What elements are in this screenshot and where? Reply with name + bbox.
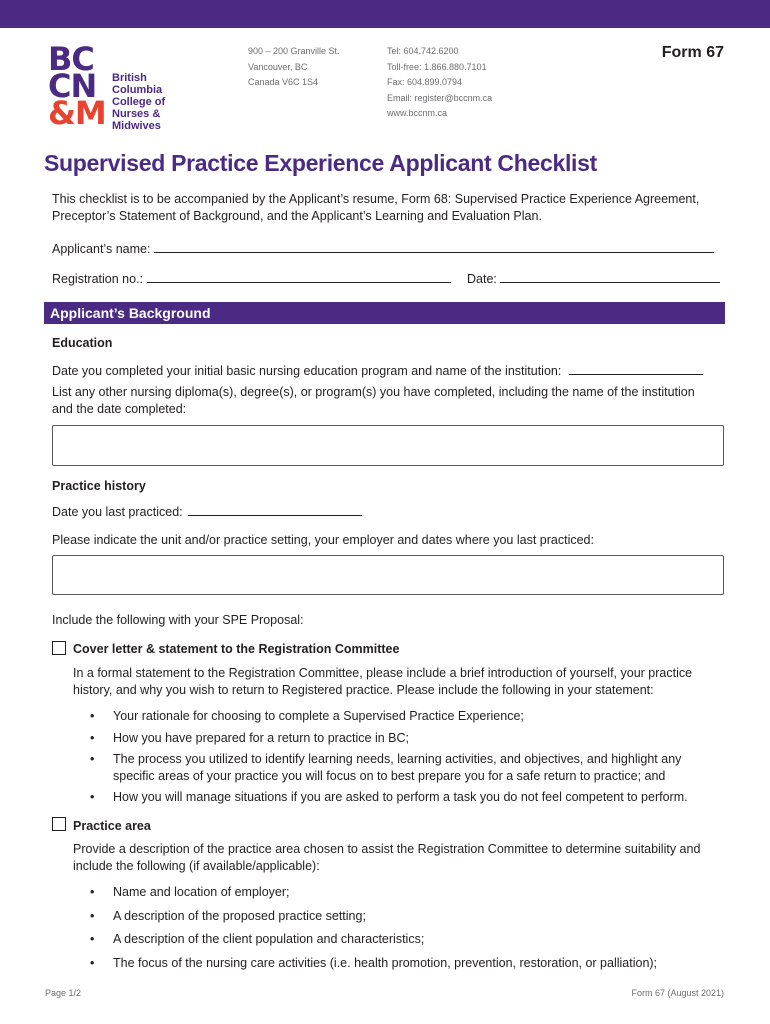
- page-title: Supervised Practice Experience Applicant Checklist: [44, 150, 597, 176]
- list-item: • Your rationale for choosing to complete a Supervised Practice Experience;: [90, 708, 710, 725]
- proposal-intro: Include the following with your SPE Proposal:: [52, 613, 304, 627]
- education-heading: Education: [52, 336, 113, 350]
- practice-area-label: Practice area: [73, 819, 151, 833]
- fax: Fax: 604.899.0794: [387, 77, 463, 87]
- section-header-background: Applicant’s Background: [44, 302, 725, 324]
- last-practiced-field[interactable]: [52, 503, 362, 519]
- page-number: Page 1/2: [45, 988, 82, 998]
- applicant-name-field[interactable]: [52, 240, 714, 256]
- logo-word: Midwives: [112, 120, 161, 132]
- date-field[interactable]: [467, 270, 720, 286]
- practice-area-bullets: [90, 884, 710, 971]
- address-line: Vancouver, BC: [248, 61, 308, 72]
- education-other-input[interactable]: [52, 425, 724, 466]
- cover-letter-bullets: [90, 708, 710, 806]
- header-bar: [0, 0, 770, 28]
- practice-area-checkbox[interactable]: [52, 817, 66, 831]
- form-date: Form 67 (August 2021): [631, 988, 724, 998]
- date-label: Date:: [467, 272, 497, 286]
- applicant-name-line[interactable]: [154, 240, 714, 253]
- email-link[interactable]: Email: register@bccnm.ca: [387, 92, 493, 103]
- list-item: • The process you utilized to identify learning needs, learning activities, and objectives, and highlight any specific areas of your practice you will focus on to best prepare you for a safe return to practice; and: [90, 751, 710, 784]
- registration-label: Registration no.:: [52, 272, 144, 286]
- education-other-label: List any other nursing diploma(s), degree(s), or program(s) you have completed, including the name of the institution and the date completed:: [52, 385, 695, 416]
- applicant-name-label: Applicant’s name:: [52, 242, 151, 256]
- last-practiced-line[interactable]: [188, 503, 362, 516]
- education-date-label: Date you completed your initial basic nursing education program and name of the institution:: [52, 364, 562, 378]
- list-item: • A description of the proposed practice setting;: [90, 908, 710, 925]
- contact-info: [387, 44, 492, 122]
- logo-word: British: [112, 72, 147, 84]
- cover-letter-label: Cover letter & statement to the Registration Committee: [73, 642, 400, 656]
- logo-words: [112, 72, 165, 132]
- logo-letters-line-2: CN: [48, 67, 97, 105]
- list-item: • Name and location of employer;: [90, 884, 710, 901]
- logo-letters-line-1: BC: [48, 40, 94, 78]
- phone: Tel: 604.742.6200: [387, 46, 459, 56]
- education-date-line[interactable]: [569, 362, 703, 375]
- list-item: • How you have prepared for a return to practice in BC;: [90, 730, 710, 747]
- mailing-address: [248, 44, 340, 91]
- logo-letters: [48, 40, 106, 132]
- address-line: 900 – 200 Granville St.: [248, 46, 340, 56]
- practice-area-description: Provide a description of the practice area chosen to assist the Registration Committee to determine suitability and include the following (if available/applicable):: [73, 842, 701, 873]
- logo-word: Columbia: [112, 84, 163, 96]
- logo-word: Nurses &: [112, 108, 161, 120]
- practice-setting-input[interactable]: [52, 555, 724, 595]
- cover-letter-checkbox[interactable]: [52, 641, 66, 655]
- list-item: • How you will manage situations if you are asked to perform a task you do not feel competent to perform.: [90, 789, 710, 806]
- toll-free: Toll-free: 1.866.880.7101: [387, 61, 487, 72]
- form-number: Form 67: [661, 44, 724, 61]
- list-item: • The focus of the nursing care activities (i.e. health promotion, prevention, restoration, or palliation);: [90, 955, 710, 972]
- bccnm-logo: [48, 40, 178, 136]
- website-link[interactable]: www.bccnm.ca: [387, 108, 448, 118]
- practice-setting-label: Please indicate the unit and/or practice setting, your employer and dates where you last practiced:: [52, 533, 594, 547]
- registration-line[interactable]: [147, 270, 451, 283]
- cover-letter-description: In a formal statement to the Registration Committee, please include a brief introduction of yourself, your practice history, and why you wish to return to Registered practice. Please include the following in your statement:: [73, 666, 693, 697]
- logo-letters-line-3: &M: [48, 94, 106, 132]
- education-date-field[interactable]: [52, 362, 703, 378]
- last-practiced-label: Date you last practiced:: [52, 505, 183, 519]
- date-line[interactable]: [500, 270, 720, 283]
- list-item: • A description of the client population and characteristics;: [90, 931, 710, 948]
- intro-text: This checklist is to be accompanied by the Applicant’s resume, Form 68: Supervised Practice Experience Agreement, Preceptor’s Statement of Background, and the Applicant’s Learning and Evaluation Plan.: [52, 192, 700, 223]
- address-line: Canada V6C 1S4: [248, 77, 319, 87]
- registration-field[interactable]: [52, 270, 451, 286]
- practice-history-heading: Practice history: [52, 479, 146, 493]
- logo-word: College of: [112, 96, 166, 108]
